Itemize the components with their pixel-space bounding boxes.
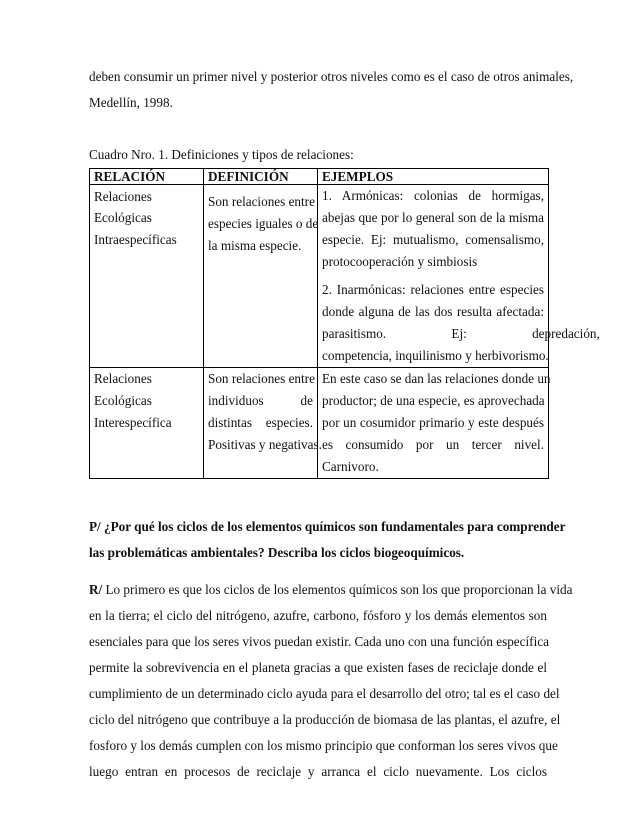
cell-line: abejas que por lo general son de la misma [322,210,544,225]
question-line: las problemáticas ambientales? Describa los ciclos biogeoquímicos. [89,545,465,560]
header-definicion: DEFINICIÓN [204,169,318,185]
answer-paragraph [89,577,573,785]
cell-line: Carnivoro. [322,459,379,474]
cell-line: Positivas y negativas. [208,437,322,452]
table-row [90,185,549,368]
cell-line: parasitismo. Ej: depredación, [322,326,600,341]
cell-line: individuos de [208,393,313,408]
cell-relacion [90,185,204,368]
cell-line: 1. Armónicas: colonias de hormigas, [322,188,544,203]
cell-line: distintas especies. [208,415,313,430]
cell-line: por un cosumidor primario y este después [322,415,544,430]
header-relacion: RELACIÓN [90,169,204,185]
answer-line: ciclo del nitrógeno que contribuye a la producción de biomasa de las plantas, el azufre, el [89,712,561,727]
answer-line: permite la sobrevivencia en el planeta gracias a que existen fases de reciclaje donde el [89,660,547,675]
table-caption: Cuadro Nro. 1. Definiciones y tipos de relaciones: [89,147,354,162]
question-text: ¿Por qué los ciclos de los elementos químicos son fundamentales para comprender [104,519,566,534]
cell-line: En este caso se dan las relaciones donde un [322,371,551,386]
question-line [89,514,566,540]
cell-line: es consumido por un tercer nivel. [322,437,544,452]
table-header-row [90,169,549,185]
cell-line: competencia, inquilinismo y herbivorismo. [322,348,549,363]
cell-line: Son relaciones entre [208,371,315,386]
header-ejemplos: EJEMPLOS [318,169,549,185]
cell-ejemplos [318,185,600,368]
relations-table [89,168,600,479]
answer-line: esenciales para que los seres vivos puedan existir. Cada uno con una función específica [89,634,549,649]
answer-line: en la tierra; el ciclo del nitrógeno, azufre, carbono, fósforo y los demás elementos son [89,608,547,623]
answer-line: cumplimiento de un determinado ciclo ayuda para el desarrollo del otro; tal es el caso del [89,686,560,701]
answer-text: Lo primero es que los ciclos de los elementos químicos son los que proporcionan la vida [105,582,573,597]
cell-relacion [90,368,204,479]
cell-line: especies iguales o de [208,216,319,231]
cell-line: Relaciones [94,371,152,386]
cell-line: especie. Ej: mutualismo, comensalismo, [322,232,544,247]
cell-line: productor; de una especie, es aprovechada [322,393,545,408]
cell-line: donde alguna de las dos resulta afectada: [322,304,544,319]
cell-definicion [204,185,318,368]
answer-line: luego entran en procesos de reciclaje y arranca el ciclo nuevamente. Los ciclos [89,764,547,779]
cell-line: Relaciones [94,189,152,204]
answer-line [89,577,573,603]
intro-paragraph [89,64,574,116]
cell-definicion [204,368,322,479]
cell-line: protocooperación y simbiosis [322,254,478,269]
answer-line: fosforo y los demás cumplen con los mismo principio que conforman los seres vivos que [89,738,558,753]
intro-line: deben consumir un primer nivel y posterior otros niveles como es el caso de otros animales, [89,69,574,84]
cell-line: Son relaciones entre [208,194,315,209]
cell-line: Ecológicas [94,393,152,408]
cell-line: la misma especie. [208,238,302,253]
question-prefix: P/ [89,519,101,534]
question-paragraph [89,514,566,566]
cell-line: Intraespecíficas [94,232,177,247]
cell-line: Interespecífica [94,415,172,430]
cell-line: 2. Inarmónicas: relaciones entre especies [322,282,544,297]
answer-prefix: R/ [89,582,103,597]
cell-ejemplos [318,368,549,479]
cell-line: Ecológicas [94,210,152,225]
table-row [90,368,549,479]
intro-line: Medellín, 1998. [89,95,173,110]
